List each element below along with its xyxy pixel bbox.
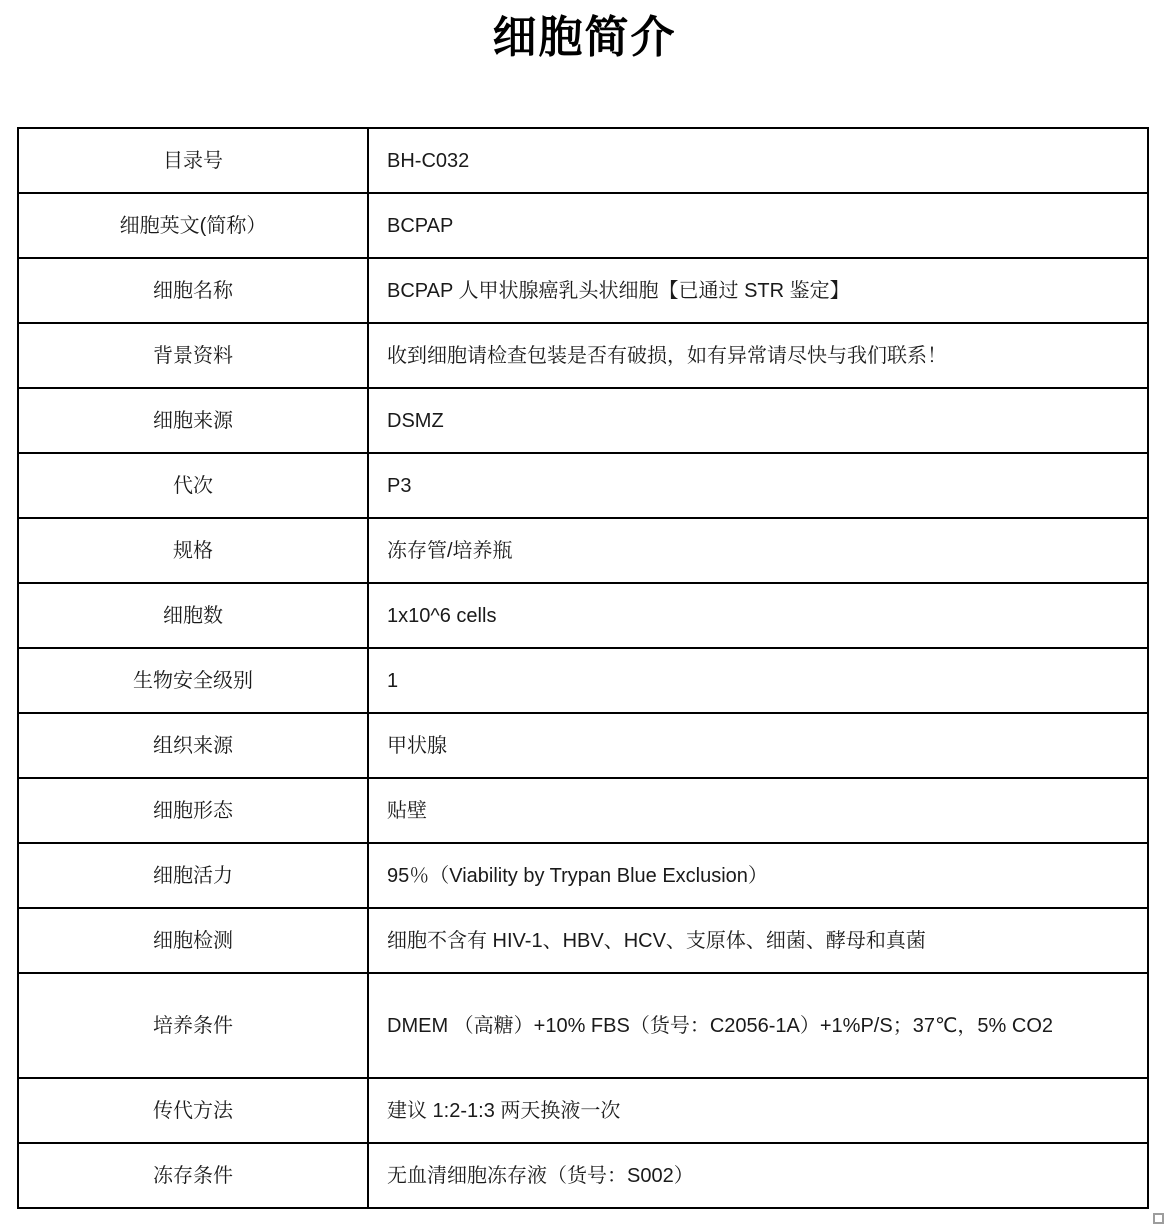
row-value: DMEM （高糖）+10% FBS（货号：C2056-1A）+1%P/S；37℃，5% CO2 bbox=[368, 973, 1148, 1078]
cell-info-table bbox=[17, 127, 1149, 1209]
table-row bbox=[18, 973, 1148, 1078]
page-title: 细胞简介 bbox=[492, 13, 677, 62]
row-label: 细胞形态 bbox=[18, 778, 368, 843]
row-value: BCPAP bbox=[368, 193, 1148, 258]
row-value: DSMZ bbox=[368, 388, 1148, 453]
row-value: 冻存管/培养瓶 bbox=[368, 518, 1148, 583]
row-value: 1x10^6 cells bbox=[368, 583, 1148, 648]
table-row bbox=[18, 323, 1148, 388]
cell-info-table-wrap bbox=[17, 127, 1149, 1209]
row-label: 细胞数 bbox=[18, 583, 368, 648]
table-row bbox=[18, 388, 1148, 453]
row-value: 1 bbox=[368, 648, 1148, 713]
row-value: 95％（Viability by Trypan Blue Exclusion） bbox=[368, 843, 1148, 908]
row-label: 冻存条件 bbox=[18, 1143, 368, 1208]
row-label: 细胞活力 bbox=[18, 843, 368, 908]
table-row bbox=[18, 193, 1148, 258]
table-row bbox=[18, 778, 1148, 843]
row-label: 组织来源 bbox=[18, 713, 368, 778]
table-row bbox=[18, 713, 1148, 778]
row-value: 细胞不含有 HIV-1、HBV、HCV、支原体、细菌、酵母和真菌 bbox=[368, 908, 1148, 973]
row-value: BCPAP 人甲状腺癌乳头状细胞【已通过 STR 鉴定】 bbox=[368, 258, 1148, 323]
row-label: 细胞英文(简称） bbox=[18, 193, 368, 258]
table-row bbox=[18, 1143, 1148, 1208]
row-label: 代次 bbox=[18, 453, 368, 518]
table-row bbox=[18, 843, 1148, 908]
row-value: 收到细胞请检查包装是否有破损，如有异常请尽快与我们联系！ bbox=[368, 323, 1148, 388]
table-row bbox=[18, 1078, 1148, 1143]
row-label: 细胞来源 bbox=[18, 388, 368, 453]
table-row bbox=[18, 583, 1148, 648]
row-label: 背景资料 bbox=[18, 323, 368, 388]
table-row bbox=[18, 908, 1148, 973]
table-row bbox=[18, 518, 1148, 583]
row-value: 建议 1:2-1:3 两天换液一次 bbox=[368, 1078, 1148, 1143]
row-value: 无血清细胞冻存液（货号：S002） bbox=[368, 1143, 1148, 1208]
row-value: 甲状腺 bbox=[368, 713, 1148, 778]
row-label: 培养条件 bbox=[18, 973, 368, 1078]
row-label: 细胞名称 bbox=[18, 258, 368, 323]
row-value: BH-C032 bbox=[368, 128, 1148, 193]
row-label: 规格 bbox=[18, 518, 368, 583]
row-label: 目录号 bbox=[18, 128, 368, 193]
row-value: 贴壁 bbox=[368, 778, 1148, 843]
row-label: 细胞检测 bbox=[18, 908, 368, 973]
row-value: P3 bbox=[368, 453, 1148, 518]
table-row bbox=[18, 453, 1148, 518]
table-row bbox=[18, 648, 1148, 713]
row-label: 传代方法 bbox=[18, 1078, 368, 1143]
table-row bbox=[18, 258, 1148, 323]
table-row bbox=[18, 128, 1148, 193]
cell-info-table-body bbox=[18, 128, 1148, 1208]
row-label: 生物安全级别 bbox=[18, 648, 368, 713]
